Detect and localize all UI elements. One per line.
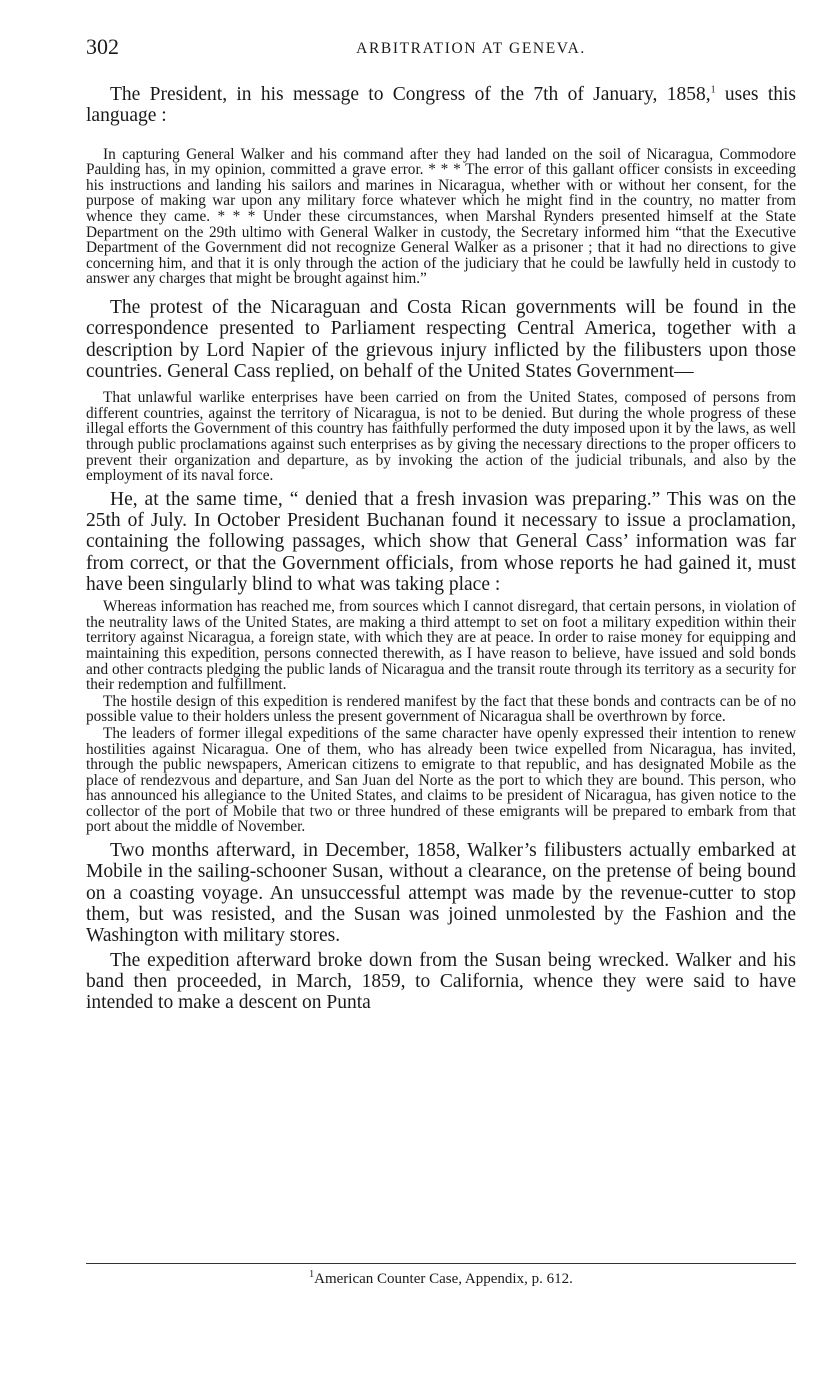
body-paragraph: The expedition afterward broke down from the Susan being wrecked. Walker and his band then proceeded, in March, 1859, to California, whence they were said to have intended to make a descent on Punta bbox=[86, 949, 796, 1014]
footnote-reference: 1 bbox=[710, 84, 716, 96]
page-number: 302 bbox=[86, 34, 119, 59]
footnote-marker: 1 bbox=[309, 1269, 315, 1280]
body-paragraph: The President, in his message to Congress of the 7th of January, 1858,$^1$ uses this language : bbox=[86, 84, 796, 127]
body-paragraph: Two months afterward, in December, 1858, Walker’s filibusters actually embarked at Mobile in the sailing-schooner Susan, without a clearance, on the pretense of being bound on a coasting voyage. An unsuccessful attempt was made by the revenue-cutter to stop them, but was resisted, and the Susan was joined unmolested by the Fashion and the Washington with military stores. bbox=[86, 840, 796, 947]
running-title: ARBITRATION AT GENEVA. bbox=[356, 40, 586, 57]
page-body bbox=[86, 82, 796, 1013]
body-paragraph: He, at the same time, “ denied that a fresh invasion was preparing.” This was on the 25th of July. In October President Buchanan found it necessary to issue a proclamation, containing the following passages, which show that General Cass’ information was far from correct, or that the Government officials, from whose reports he had gained it, must have been singularly blind to what was taking place : bbox=[86, 488, 796, 595]
block-quote: In capturing General Walker and his command after they had landed on the soil of Nicaragua, Commodore Paulding has, in my opinion, committed a grave error. * * * The error of this gallant officer consists in exceeding his instructions and landing his sailors and marines in Nicaragua, whether with or without her consent, for the purpose of making war upon any military force whatever which he might find in the country, no matter from whence they came. * * * Under these circumstances, when Marshal Rynders presented himself at the State Department on the 29th ultimo with General Walker in custody, the Secretary informed him “that the Executive Department of the Government did not recognize General Walker as a prisoner ; that it had no directions to give concerning him, and that it is only through the action of the judiciary that he could be lawfully held in custody to answer any charges that might be brought against him.” bbox=[86, 145, 796, 288]
block-quote: The leaders of former illegal expeditions of the same character have openly expressed their intention to renew hostilities against Nicaragua. One of them, who has already been twice expelled from Nicaragua, has invited, through the public newspapers, American citizens to emigrate to that republic, and has designated Mobile as the place of rendezvous and departure, and San Juan del Norte as the port to which they are bound. This person, who has announced his allegiance to the United States, and claims to be president of Nicaragua, has given notice to the collector of the port of Mobile that two or three hundred of these emigrants will be prepared to embark from that port about the middle of November. bbox=[86, 724, 796, 836]
body-paragraph: The protest of the Nicaraguan and Costa Rican governments will be found in the correspondence presented to Parliament respecting Central America, together with a description by Lord Napier of the grievous injury inflicted by the filibusters upon those countries. General Cass replied, on behalf of the United States Government— bbox=[86, 296, 796, 382]
block-quote: Whereas information has reached me, from sources which I cannot disregard, that certain persons, in violation of the neutrality laws of the United States, are making a third attempt to set on foot a military expedition within their territory against Nicaragua, a foreign state, with which they are at peace. In order to raise money for equipping and maintaining this expedition, persons connected therewith, as I have reason to believe, have issued and sold bonds and other contracts pledging the public lands of Nicaragua and the transit route through its territory as a security for their redemption and fulfillment. bbox=[86, 598, 796, 694]
block-quote: That unlawful warlike enterprises have been carried on from the United States, composed of persons from different countries, against the territory of Nicaragua, is not to be denied. But during the whole progress of these illegal efforts the Government of this country has faithfully performed the duty imposed upon it by the laws, as well through public proclamations against such enterprises as by giving the necessary directions to the proper officers to prevent their organization and departure, as by invoking the action of the judicial tribunals, and also by the employment of its naval force. bbox=[86, 389, 797, 485]
footnote-divider bbox=[86, 1263, 796, 1264]
footnote-text: American Counter Case, Appendix, p. 612. bbox=[314, 1271, 573, 1287]
page-header bbox=[86, 34, 796, 64]
block-quote: The hostile design of this expedition is rendered manifest by the fact that these bonds and contracts can be of no possible value to their holders unless the present government of Nicaragua shall be overthrown by force. bbox=[86, 692, 796, 726]
footnote bbox=[86, 1271, 796, 1288]
